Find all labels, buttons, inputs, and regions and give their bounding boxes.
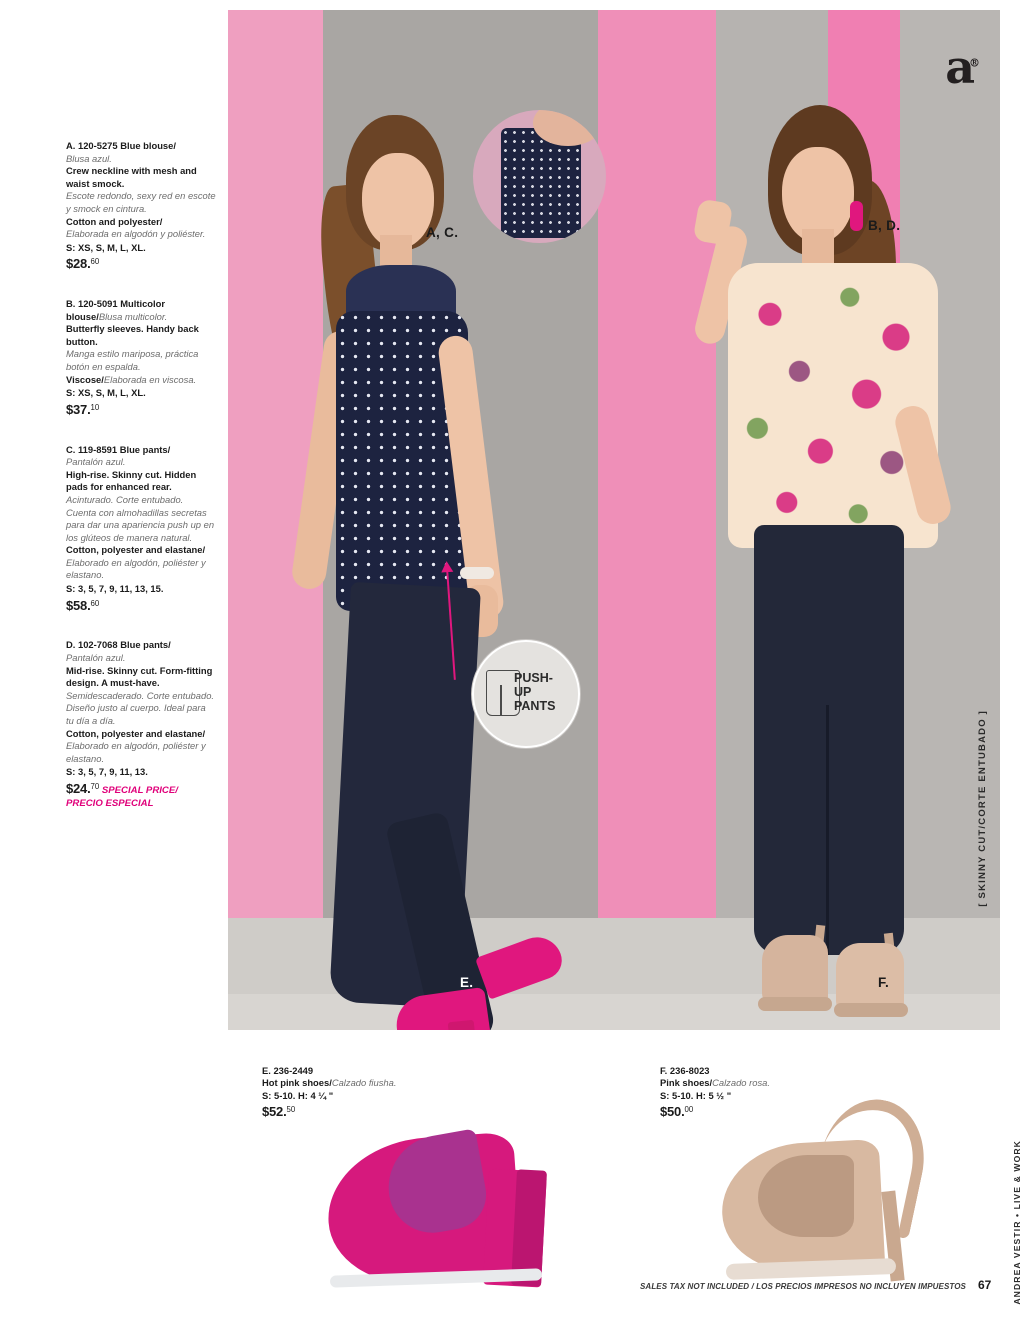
product-c-name-en: Blue pants/ bbox=[119, 443, 171, 455]
product-entry-c bbox=[66, 444, 216, 614]
skinny-cut-note: [ SKINNY CUT/CORTE ENTUBADO ] bbox=[977, 710, 988, 907]
callout-bd: B, D. bbox=[868, 218, 901, 233]
product-entry-a bbox=[66, 140, 216, 272]
bracelet bbox=[460, 567, 494, 579]
product-e-name-es: Calzado fiusha. bbox=[331, 1077, 397, 1089]
floral-pattern bbox=[728, 263, 938, 548]
product-b-fabric-es: Elaborada en viscosa. bbox=[103, 373, 197, 385]
product-c-desc-es: Acinturado. Corte entubado. Cuenta con almohadillas secretas para dar una apariencia push up en los glúteos de manera natural. bbox=[66, 493, 215, 543]
product-e-photo bbox=[318, 1100, 568, 1290]
product-b-blouse bbox=[728, 263, 938, 548]
product-a-desc-en: Crew neckline with mesh and waist smock. bbox=[66, 165, 197, 189]
product-d-fabric-en: Cotton, polyester and elastane/ bbox=[66, 727, 206, 739]
product-description-column bbox=[66, 140, 216, 836]
product-a-price: $28. bbox=[66, 256, 91, 272]
product-f-price: $50. bbox=[660, 1104, 685, 1120]
product-d-desc-es: Semidescaderado. Corte entubado. Diseño justo al cuerpo. Ideal para tu día a día. bbox=[66, 689, 215, 726]
product-e-shoe-back bbox=[475, 930, 567, 999]
push-up-pants-badge-text bbox=[514, 671, 570, 713]
product-b-desc-en: Butterfly sleeves. Handy back button. bbox=[66, 323, 199, 347]
product-entry-b bbox=[66, 298, 216, 417]
tax-disclaimer: SALES TAX NOT INCLUDED / LOS PRECIOS IMPRESOS NO INCLUYEN IMPUESTOS bbox=[640, 1282, 966, 1291]
product-b-letter: B. bbox=[66, 298, 76, 310]
product-b-desc-es: Manga estilo mariposa, práctica botón en espalda. bbox=[66, 348, 199, 373]
product-b-fabric-en: Viscose/ bbox=[66, 373, 104, 385]
product-f-price-cents: 00 bbox=[684, 1105, 694, 1115]
product-a-name-es: Blusa azul. bbox=[66, 152, 112, 164]
product-d-name-en: Blue pants/ bbox=[120, 639, 171, 651]
product-a-fabric-en: Cotton and polyester/ bbox=[66, 215, 163, 227]
product-d-pants bbox=[754, 525, 904, 955]
product-d-name-es: Pantalón azul. bbox=[66, 651, 126, 663]
top-margin bbox=[0, 0, 1030, 10]
earring bbox=[850, 201, 863, 231]
product-b-sizes: S: XS, S, M, L, XL. bbox=[66, 387, 146, 399]
product-f-name-en: Pink shoes/ bbox=[660, 1077, 713, 1089]
product-c-fabric-es: Elaborado en algodón, poliéster y elastano. bbox=[66, 556, 206, 581]
product-f-shoe-right-platform bbox=[834, 1003, 908, 1017]
product-d-desc-en: Mid-rise. Skinny cut. Form-fitting design. A must-have. bbox=[66, 664, 213, 689]
product-a-sizes: S: XS, S, M, L, XL. bbox=[66, 241, 146, 253]
product-e-code: 236-2449 bbox=[273, 1065, 314, 1076]
product-a-fabric-es: Elaborada en algodón y poliéster. bbox=[66, 228, 206, 240]
catalog-section-label: ANDREA VESTIR • LIVE & WORK bbox=[1012, 1140, 1022, 1305]
badge-line-2: PANTS bbox=[514, 699, 556, 713]
product-c-name-es: Pantalón azul. bbox=[66, 456, 126, 468]
product-d-fabric-es: Elaborado en algodón, poliéster y elastano. bbox=[66, 740, 206, 764]
product-a-price-cents: 60 bbox=[90, 257, 100, 267]
callout-f: F. bbox=[878, 975, 890, 990]
product-d-code: 102-7068 bbox=[77, 639, 118, 651]
product-f-photo bbox=[700, 1085, 950, 1290]
product-c-code: 119-8591 bbox=[77, 443, 118, 455]
product-f-name-es: Calzado rosa. bbox=[712, 1077, 770, 1089]
brand-logo-registered: ® bbox=[969, 56, 980, 70]
product-c-sizes: S: 3, 5, 7, 9, 11, 13, 15. bbox=[66, 583, 164, 595]
product-f-shoe-left-platform bbox=[758, 997, 832, 1011]
product-f-code: 236-8023 bbox=[669, 1065, 710, 1076]
product-c-desc-en: High-rise. Skinny cut. Hidden pads for enhanced rear. bbox=[66, 468, 197, 493]
product-d-price-cents: 70 bbox=[90, 781, 100, 791]
product-c-price: $58. bbox=[66, 597, 91, 613]
product-b-price-cents: 10 bbox=[90, 402, 100, 412]
product-a-desc-es: Escote redondo, sexy red en escote y smock en cintura. bbox=[66, 190, 216, 214]
product-e-name-en: Hot pink shoes/ bbox=[262, 1077, 332, 1089]
callout-ac: A, C. bbox=[426, 225, 459, 240]
product-f-shoe-platform-sole bbox=[726, 1258, 896, 1280]
product-b-price: $37. bbox=[66, 401, 91, 417]
product-f-shoe-lining bbox=[758, 1155, 854, 1237]
page-number: 67 bbox=[978, 1278, 992, 1292]
product-e-shoe-heel bbox=[448, 1020, 479, 1030]
brand-logo-text: a bbox=[945, 40, 969, 94]
product-e-letter: E. bbox=[262, 1065, 271, 1076]
product-a-code: 120-5275 bbox=[77, 140, 118, 151]
product-c-price-cents: 60 bbox=[90, 598, 100, 608]
brand-logo bbox=[945, 40, 980, 94]
product-b-name-es: Blusa multicolor. bbox=[98, 310, 168, 322]
product-a-letter: A. bbox=[66, 140, 76, 151]
product-d-price: $24. bbox=[66, 781, 91, 797]
callout-e: E. bbox=[460, 975, 474, 990]
main-photo bbox=[228, 10, 1000, 1030]
product-d-sizes: S: 3, 5, 7, 9, 11, 13. bbox=[66, 766, 148, 778]
model-right-leg-split bbox=[826, 705, 829, 955]
product-entry-d bbox=[66, 639, 216, 810]
product-a-name-en: Blue blouse/ bbox=[120, 140, 176, 151]
model-left bbox=[268, 115, 568, 1030]
product-d-letter: D. bbox=[66, 639, 76, 651]
product-d-special-price-label: SPECIAL PRICE/ PRECIO ESPECIAL bbox=[66, 785, 178, 810]
product-b-code: 120-5091 bbox=[77, 298, 118, 310]
product-c-letter: C. bbox=[66, 443, 76, 455]
product-f-letter: F. bbox=[660, 1065, 668, 1076]
fabric-detail-inset bbox=[473, 110, 606, 243]
product-e-price-cents: 50 bbox=[286, 1105, 296, 1115]
product-b-name-en: Multicolor blouse/ bbox=[66, 298, 166, 322]
model-right bbox=[658, 105, 988, 1030]
push-up-pants-badge bbox=[472, 640, 580, 748]
product-c-fabric-en: Cotton, polyester and elastane/ bbox=[66, 544, 206, 556]
badge-line-1: PUSH-UP bbox=[514, 671, 553, 699]
product-e-price: $52. bbox=[262, 1104, 287, 1120]
product-f-sizes: S: 5-10. H: 5 ½ " bbox=[660, 1089, 732, 1101]
product-e-sizes: S: 5-10. H: 4 ¼ " bbox=[262, 1089, 334, 1101]
